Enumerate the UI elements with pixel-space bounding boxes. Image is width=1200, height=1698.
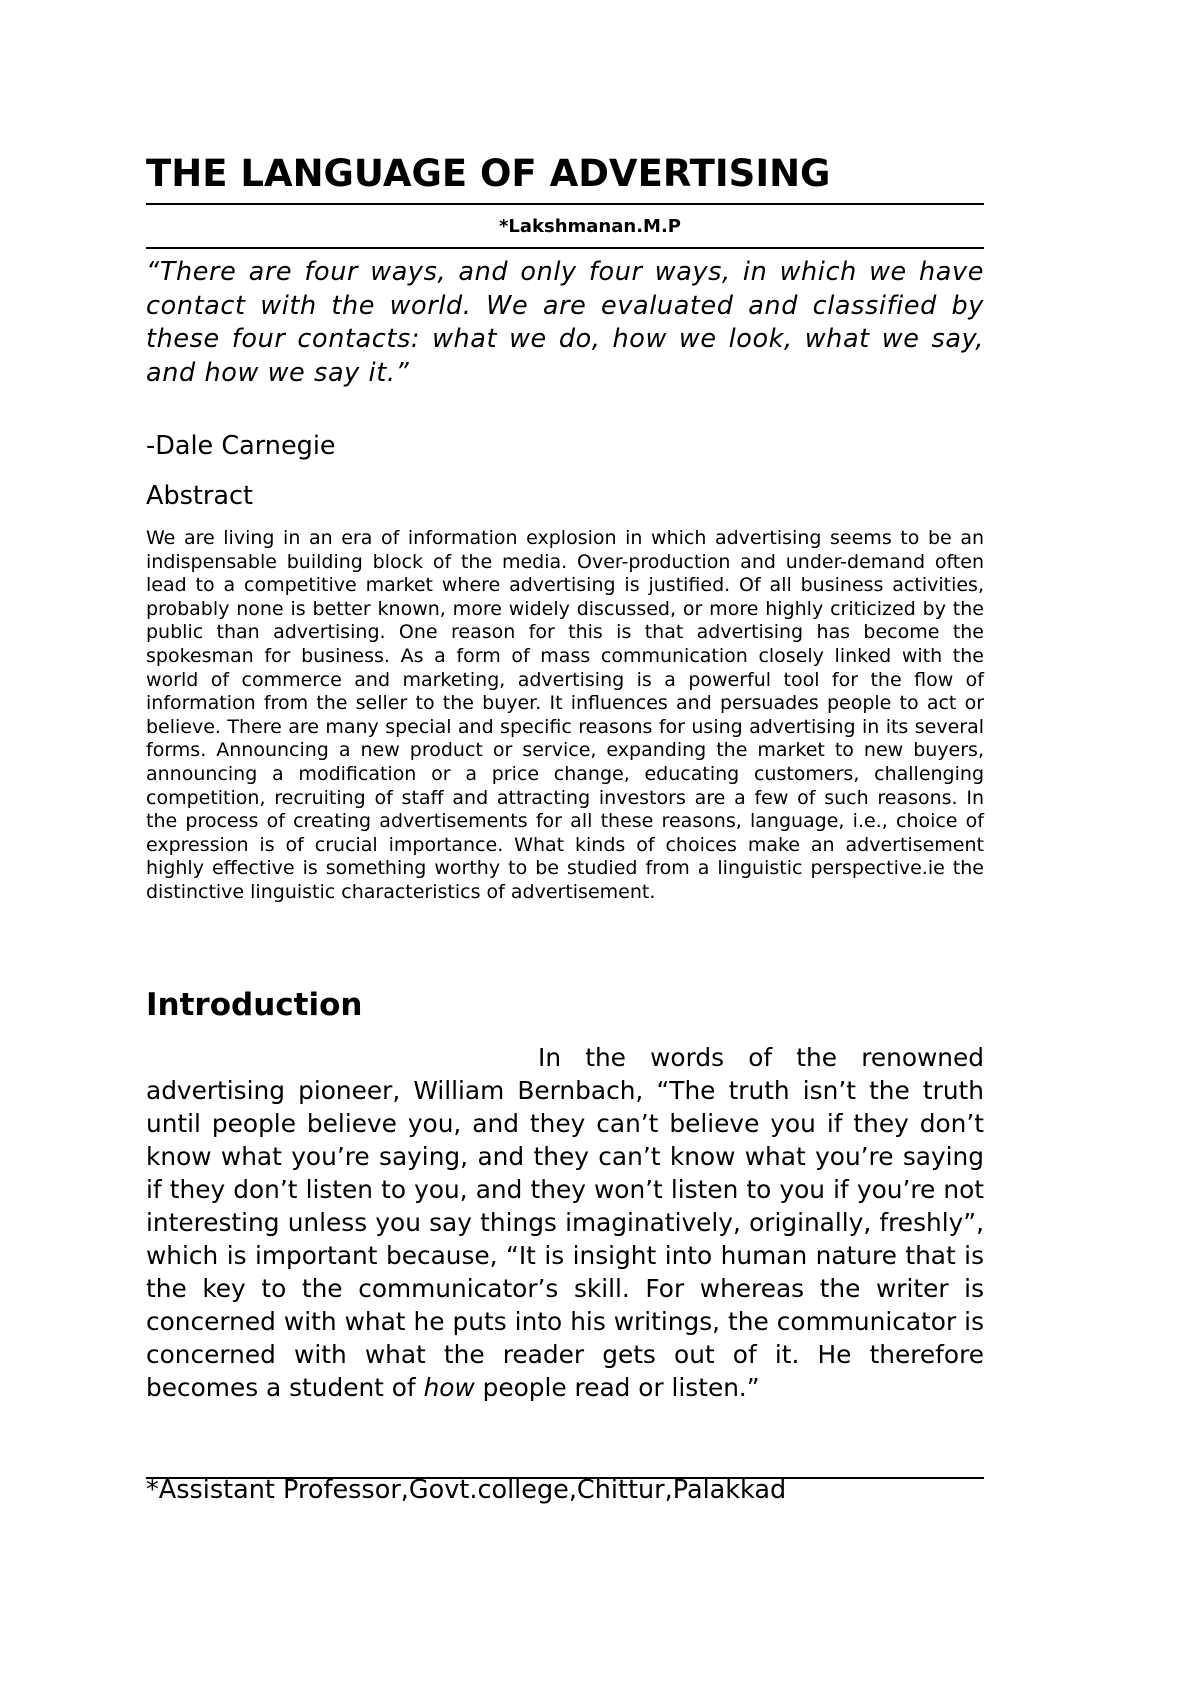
author-line: *Lakshmanan.M.P [499, 216, 681, 237]
author-rule [146, 247, 984, 249]
title-rule [146, 203, 984, 205]
paper-title: THE LANGUAGE OF ADVERTISING [146, 152, 831, 195]
introduction-heading: Introduction [146, 987, 363, 1023]
epigraph-attribution: -Dale Carnegie [146, 431, 336, 461]
introduction-emphasis: how [423, 1373, 475, 1402]
abstract-body: We are living in an era of information explosion in which advertising seems to be an indispensable building block of the media. Over-production and under-demand often lead to a competitive market where advertising is justified. Of all business activities, probably none is better known, more widely discussed, or more highly criticized by the public than advertising. One reason for this is that advertising has become the spokesman for business. As a form of mass communication closely linked with the world of commerce and marketing, advertising is a powerful tool for the flow of information from the seller to the buyer. It influences and persuades people to act or believe. There are many special and specific reasons for using advertising in its several forms. Announcing a new product or service, expanding the market to new buyers, announcing a modification or a price change, educating customers, challenging competition, recruiting of staff and attracting investors are a few of such reasons. In the process of creating advertisements for all these reasons, language, i.e., choice of expression is of crucial importance. What kinds of choices make an advertisement highly effective is something worthy to be studied from a linguistic perspective.ie the distinctive linguistic characteristics of advertisement. [146, 527, 984, 903]
abstract-heading: Abstract [146, 481, 254, 511]
epigraph-quote: “There are four ways, and only four ways, in which we have contact with the world. We are evaluated and classified by these four contacts: what we do, how we look, what we say, and how we say it.” [146, 257, 984, 388]
introduction-text-part-1: In the words of the renowned advertising pioneer, William Bernbach, “The truth isn’t the truth until people believe you, and they can’t believe you if they don’t know what you’re saying, and they can’t know what you’re saying if they don’t listen to you, and they won’t listen to you if you’re not interesting unless you say things imaginatively, originally, freshly”, which is important because, “It is insight into human nature that is the key to the communicator’s skill. For whereas the writer is concerned with what he puts into his writings, the communicator is concerned with what the reader gets out of it. He therefore becomes a student of [146, 1043, 984, 1402]
author-affiliation-footnote: *Assistant Professor,Govt.college,Chittur,Palakkad [146, 1475, 787, 1505]
introduction-text-part-2: people read or listen.” [474, 1373, 760, 1402]
introduction-body [146, 1041, 984, 1404]
